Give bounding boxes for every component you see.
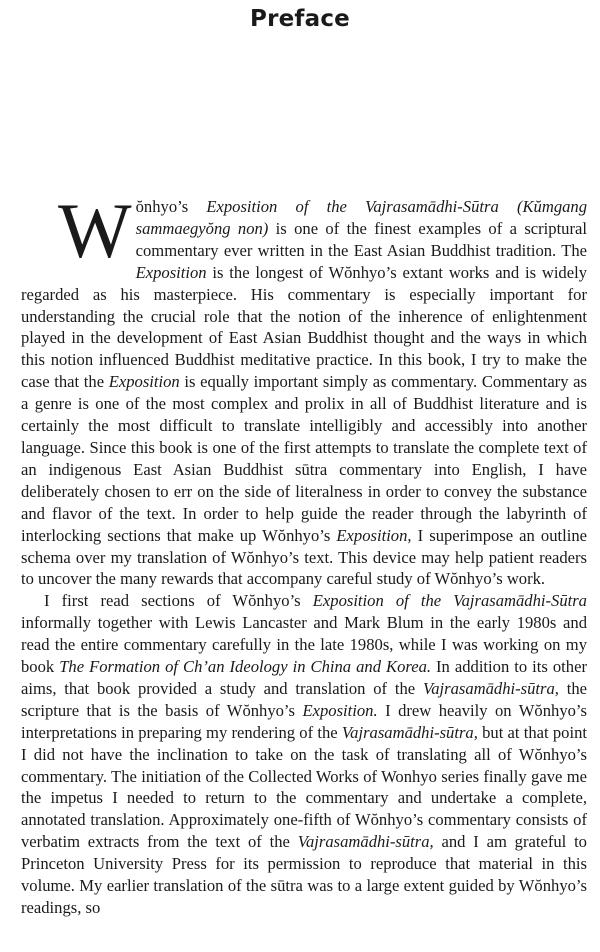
text-run: the scripture that is the basis of Wŏnhyo’s (21, 678, 588, 720)
text-run: I drew heavily on Wŏnhyo’s interpretations in preparing my rendering of the (21, 700, 587, 742)
italic-text: Exposition, (336, 525, 412, 545)
italic-text: Exposition (135, 262, 207, 282)
italic-text: Vajrasamādhi-sūtra, (422, 678, 559, 698)
text-run: and I am grateful to Princeton University Press for its permission to reproduce that material in this volume. My earlier translation of the sūtra was to a large extent guided by Wŏnhyo’s readings, so (21, 832, 587, 917)
paragraph-1 (21, 187, 588, 590)
text-run: In addition to its other aims, that book provided a study and translation of the (21, 657, 587, 698)
italic-text: The Formation of Ch’an Ideology in China and Korea. (59, 657, 432, 677)
text-run: informally together with Lewis Lancaster and Mark Blum in the early 1980s and read the entire commentary carefully in the late 1980s, while I was working on my book (21, 613, 587, 677)
italic-text: Vajrasamādhi-sūtra, (297, 832, 434, 852)
text-run: is equally important simply as commentary. Commentary as a genre is one of the most complex and prolix in all of Buddhist literature and is certainly the most difficult to translate intelligibly and accessibly into another language. Since this book is one of the first attempts to translate the complete text of an indigenous East Asian Buddhist sūtra commentary into English, I have deliberately chosen to err on the side of literalness in order to convey the substance and flavor of the text. In order to help guide the reader through the labyrinth of interlocking sections that make up Wŏnhyo’s (21, 372, 587, 545)
preface-body (21, 187, 588, 919)
paragraph-2 (21, 590, 587, 919)
text-run: ŏnhyo’s (135, 197, 207, 216)
italic-text: Exposition of the Vajrasamādhi-Sūtra (312, 591, 587, 611)
italic-text: Exposition. (302, 700, 378, 720)
italic-text: Exposition of the Vajrasamādhi-Sūtra (Kŭmgang sammaegyŏng non) (135, 197, 588, 238)
text-run: I superimpose an outline schema over my translation of Wŏnhyo’s text. This device may help patient readers to uncover the many rewards that accompany careful study of Wŏnhyo’s work. (21, 525, 588, 589)
text-run: is the longest of Wŏnhyo’s extant works and is widely regarded as his masterpiece. His commentary is especially important for understanding the crucial role that the notion of the inherence of enlightenment played in the development of East Asian Buddhist thought and the ways in which this notion influenced Buddhist meditative practice. In this book, I try to make the case that the (21, 262, 587, 392)
text-run: but at that point I did not have the inclination to take on the task of translating all of Wŏnhyo’s commentary. The initiation of the Collected Works of Wonhyo series finally gave me the impetus I needed to return to the commentary and undertake a complete, annotated translation. Approximately one-fifth of Wŏnhyo’s commentary consists of verbatim extracts from the text of the (21, 722, 587, 852)
drop-cap: W (58, 187, 132, 274)
text-run: I first read sections of Wŏnhyo’s (44, 591, 313, 611)
page-title: Preface (250, 6, 350, 32)
text-run: is one of the finest examples of a scriptural commentary ever written in the East Asian Buddhist tradition. The (135, 218, 587, 260)
italic-text: Vajrasamādhi-sūtra, (341, 722, 478, 742)
italic-text: Exposition (108, 372, 180, 392)
